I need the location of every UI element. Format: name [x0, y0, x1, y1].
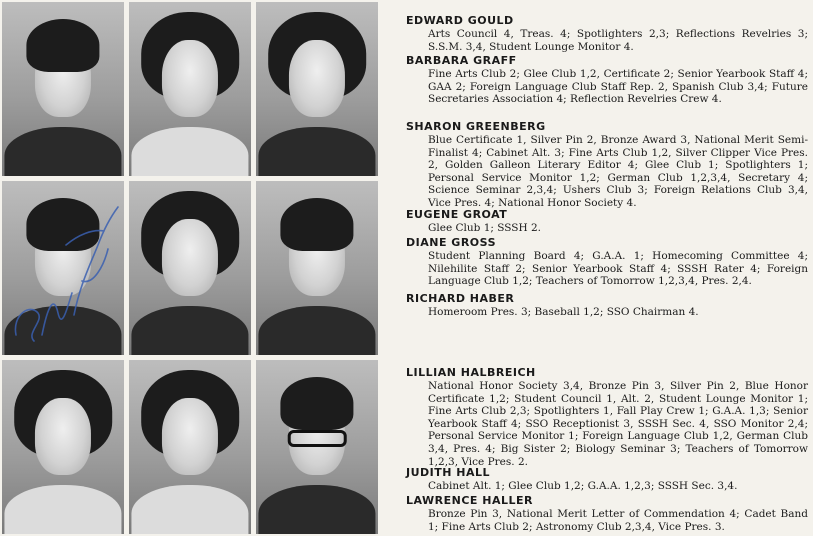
portrait-edward-gould	[2, 2, 124, 176]
student-activities: Cabinet Alt. 1; Glee Club 1,2; G.A.A. 1,2,3; SSSH Sec. 3,4.	[428, 480, 738, 492]
glasses-icon	[288, 430, 347, 447]
student-activities: Arts Council 4, Treas. 4; Spotlighters 2,3; Reflections Revelries 3; S.S.M. 3,4, Student Lounge Monitor 4.	[428, 28, 808, 53]
bio-entry	[406, 120, 808, 210]
student-activities: Bronze Pin 3, National Merit Letter of Commendation 4; Cadet Band 1; Fine Arts Club 2; Astronomy Club 2,3,4, Vice Pres. 3.	[428, 508, 808, 533]
bio-entry	[406, 466, 808, 493]
portrait-grid	[2, 2, 378, 534]
student-activities: Student Planning Board 4; G.A.A. 1; Homecoming Committee 4; Nilehilite Staff 2; Senior Yearbook Staff 4; SSSH Rater 4; Foreign Language Club 1,2; Teachers of Tomorrow 1,2,3,4, Pres. 2,4.	[428, 250, 808, 288]
portrait-lillian-halbreich	[2, 360, 124, 534]
student-name: BARBARA GRAFF	[406, 54, 517, 67]
student-name: RICHARD HABER	[406, 292, 515, 305]
student-name: LAWRENCE HALLER	[406, 494, 533, 507]
bio-entry	[406, 292, 808, 319]
portrait-barbara-graff	[129, 2, 251, 176]
student-name: DIANE GROSS	[406, 236, 496, 249]
bio-entry	[406, 236, 808, 288]
student-name: EUGENE GROAT	[406, 208, 508, 221]
bio-entry	[406, 366, 808, 468]
portrait-lawrence-haller	[256, 360, 378, 534]
portrait-eugene-groat	[2, 181, 124, 355]
student-activities: Homeroom Pres. 3; Baseball 1,2; SSO Chairman 4.	[428, 306, 699, 318]
student-activities: Glee Club 1; SSSH 2.	[428, 222, 542, 234]
bio-entry	[406, 494, 808, 533]
biography-column	[406, 14, 808, 532]
portrait-judith-hall	[129, 360, 251, 534]
portrait-sharon-greenberg	[256, 2, 378, 176]
student-name: LILLIAN HALBREICH	[406, 366, 536, 379]
student-name: JUDITH HALL	[406, 466, 491, 479]
bio-entry	[406, 208, 808, 235]
student-activities: Fine Arts Club 2; Glee Club 1,2, Certificate 2; Senior Yearbook Staff 4; GAA 2; Foreign Language Club Staff Rep. 2, Spanish Club 3,4; Future Secretaries Association 4; Reflection Revelries Crew 4.	[428, 68, 808, 106]
portrait-richard-haber	[256, 181, 378, 355]
student-name: EDWARD GOULD	[406, 14, 514, 27]
bio-entry	[406, 14, 808, 53]
bio-entry	[406, 54, 808, 106]
student-activities: Blue Certificate 1, Silver Pin 2, Bronze Award 3, National Merit Semi-Finalist 4; Cabinet Alt. 3; Fine Arts Club 1,2, Silver Clipper Vice Pres. 2, Golden Galleon Literary Editor 4; Glee Club 1; Spotlighters 1; Personal Service Monitor 1,2; German Club 1,2,3,4, Secretary 4; Science Seminar 2,3,4; Ushers Club 3; Foreign Relations Club 3,4, Vice Pres. 4; National Honor Society 4.	[428, 134, 808, 209]
student-activities: National Honor Society 3,4, Bronze Pin 3, Silver Pin 2, Blue Honor Certificate 1,2; Student Council 1, Alt. 2, Student Lounge Monitor 1; Fine Arts Club 2,3; Spotlighters 1, Fall Play Crew 1; G.A.A. 1,3; Senior Yearbook Staff 4; SSO Receptionist 3, SSSH Sec. 4, SSO Monitor 2,4; Personal Service Monitor 1; Foreign Language Club 1,2, German Club 3,4, Pres. 4; Big Sister 2; Biology Seminar 3; Teachers of Tomorrow 1,2,3, Vice Pres. 2.	[428, 380, 808, 468]
student-name: SHARON GREENBERG	[406, 120, 546, 133]
portrait-diane-gross	[129, 181, 251, 355]
